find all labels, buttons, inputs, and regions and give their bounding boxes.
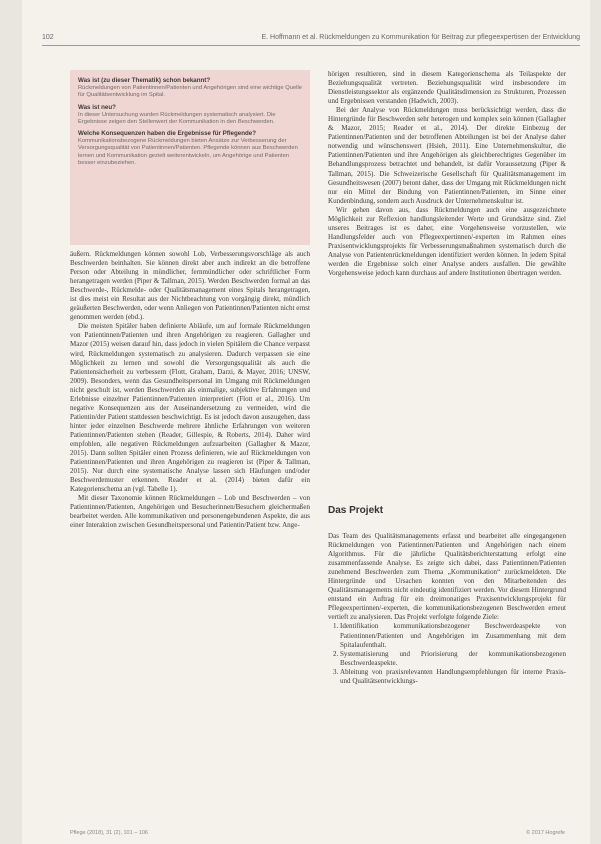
right-paragraph-2: Bei der Analyse von Rückmeldungen muss berücksichtigt werden, dass die Hintergründe für Beschwerden sehr heterogen und komplex sein können (Gallagher & Mazor, 2015; Reader et al., 2014). Der direkte Einbezug der Patientinnen/Patienten und der betroffenen Abteilungen ist bei der Analyse daher notwendig und wünschenswert (Hsieh, 2011). Eine Unternehmenskultur, die Patientinnen/Patienten und ihre Angehörigen als gleichberechtigtes Gegenüber im Behandlungsprozess betrachtet und behandelt, ist dafür Voraussetzung (Piper & Tallman, 2015). Die Schweizerische Gesellschaft für Qualitätsmanagement im Gesundheitswesen (2007) betont daher, dass der Umgang mit Rückmeldungen nicht nur ein Mittel der Bindung von Patientinnen/Patienten, im Sinne einer Kundenbindung, sondern auch Ausdruck der Unternehmenskultur ist. <box>328 106 566 205</box>
copyright-footer: © 2017 Hogrefe <box>526 830 565 836</box>
project-section <box>328 532 566 686</box>
section-heading: Das Projekt <box>328 505 384 516</box>
box-answer-1: Rückmeldungen von Patientinnen/Patienten und Angehörigen sind eine wichtige Quelle für Qualitätsentwicklung im Spital. <box>78 85 302 99</box>
box-question-1: Was ist (zu dieser Thematik) schon bekannt? <box>78 77 211 84</box>
goal-item: 1. Identifikation kommunikationsbezogener Beschwerdeaspekte von Patientinnen/Patienten und Angehörigen im Zusammenhang mit dem Spitalaufenthalt. <box>340 622 566 649</box>
left-column <box>70 250 310 530</box>
box-question-2: Was ist neu? <box>78 103 116 111</box>
running-title: E. Hoffmann et al. Rückmeldungen zu Kommunikation für Beitrag zur pflegeexpertisen der Entwicklung <box>261 34 580 41</box>
left-paragraph-2: Die meisten Spitäler haben definierte Abläufe, um auf formale Rückmeldungen von Patientinnen/Patienten und ihren Angehörigen zu reagieren. Gallagher und Mazor (2015) weisen darauf hin, dass jedoch in vielen Spitälern die Chance verpasst wird, Rückmeldungen systematisch zu analysieren. Dadurch verpassen sie eine Möglichkeit zu lernen und sowohl die Versorgungsqualität als auch die Patientensicherheit zu verbessern (Flott, Graham, Darzi, & Mayer, 2016; UNSW, 2009). Besonders, wenn das Gesundheitspersonal im Umgang mit Rückmeldungen nicht geschult ist, werden Beschwerden als einmalige, subjektive Erfahrungen und Erlebnisse einzelner Patientinnen/Patienten interpretiert (Flott et al., 2016). Um negative Konsequenzen aus der Auseinandersetzung zu vermeiden, wird die Patientin/der Patient stattdessen beschwichtigt. Es ist jedoch davon auszugehen, dass hinter jeder einzelnen Beschwerde mehrere ähnliche Erfahrungen von weiteren Patientinnen/Patienten stehen (Reader, Gillespie, & Roberts, 2014). Daher wird empfohlen, alle negativen Rückmeldungen aufzuarbeiten (Gallagher & Mazor, 2015). Dann sollten Spitäler einen Prozess definieren, wie auf Rückmeldungen von Patientinnen/Patienten und ihren Angehörigen zu reagieren ist (Piper & Tallman, 2015). Nur durch eine systematische Analyse lassen sich Häufungen und/oder Beschwerdemuster erkennen. Reader et al. (2014) bieten dafür ein Kategorienschema an (vgl. Tabelle 1). <box>70 322 310 494</box>
box-answer-2: In dieser Untersuchung wurden Rückmeldungen systematisch analysiert. Die Ergebnisse zeigen den Stellenwert der Kommunikation in den Beschwerden. <box>78 111 276 125</box>
goals-list <box>328 622 566 685</box>
right-column <box>328 70 566 278</box>
right-paragraph-3: Wir gehen davon aus, dass Rückmeldungen auch eine ausgezeichnete Möglichkeit zur Reflexion handlungsleitender Werte und Grundsätze sind. Ziel unseres Beitrages ist es daher, eine Vorgehensweise vorzustellen, wie Handlungsfelder auch von Pflegeexpertinnen/-experten im Rahmen eines Praxisentwicklungsprojekts für Verbesserungsmaßnahmen systematisch durch die Analyse von Patientenrückmeldungen identifiziert werden können. In jedem Spital werden die Ergebnisse solch einer Analyse anders ausfallen. Die gewählte Vorgehensweise jedoch kann durchaus auf andere Institutionen übertragen werden. <box>328 205 566 278</box>
left-paragraph-1: äußern. Rückmeldungen können sowohl Lob, Verbesserungsvorschläge als auch Beschwerden beinhalten. Sie können direkt aber auch indirekt an die betroffene Person oder Abteilung in mündlicher, fernmündlicher oder schriftlicher Form herangetragen werden (Piper & Tallman, 2015). Werden Beschwerden formal an das Beschwerde-, Rückmelde- oder Qualitätsmanagement eines Spitals herangetragen, ist dies meist ein Resultat aus der Nichtbeachtung von vorgängig direkt, mündlich geäußerten Beschwerden, oder wenn Anliegen von Patientinnen/Patienten nicht ernst genommen werden (ebd.). <box>70 250 310 322</box>
goal-item: 2. Systematisierung und Priorisierung der kommunikationsbezogenen Beschwerdeaspekte. <box>340 650 566 668</box>
page-number: 102 <box>42 34 54 41</box>
project-paragraph: Das Team des Qualitätsmanagements erfasst und bearbeitet alle eingegangenen Rückmeldungen von Patientinnen/Patienten und Angehörigen nach einem Algorithmus. Für die jährliche Qualitätsberichterstattung erfolgt eine zusammenfassende Analyse. Es zeigte sich dabei, dass Patientinnen/Patienten zunehmend Beschwerden zum Thema „Kommunikation“ zurückmeldeten. Die Hintergründe und Ursachen konnten von den Mitarbeitenden des Qualitätsmanagements nicht eindeutig identifiziert werden. Vor diesem Hintergrund entstand ein Auftrag für ein dreimonatiges Praxisentwicklungsprojekt für Pflegeexpertinnen/-experten, die kommunikationsbezogenen Beschwerden erneut vertieft zu analysieren. Das Projekt verfolgte folgende Ziele: <box>328 532 566 622</box>
box-answer-3: Kommunikationsbezogene Rückmeldungen bieten Ansätze zur Verbesserung der Versorgungsqualität von Patientinnen/Patienten. Pflegende können aus Beschwerden lernen und Kommunikation gezielt weiterentwickeln, um Angehörige und Patienten besser einzubeziehen. <box>78 138 298 167</box>
header-rule <box>42 45 580 46</box>
left-paragraph-3: Mit dieser Taxonomie können Rückmeldungen – Lob und Beschwerden – von Patientinnen/Patienten, Angehörigen und Besucherinnen/Besuchern gleichermaßen bearbeitet werden. Alle kommunikativen und personengebundenen Aspekte, die aus einer Interaktion zwischen Gesundheitspersonal und Patientin/Patient bzw. Ange- <box>70 494 310 530</box>
box-question-3: Welche Konsequenzen haben die Ergebnisse für Pflegende? <box>78 130 256 138</box>
citation-footer: Pflege (2018), 31 (2), 101 – 106 <box>70 830 148 836</box>
summary-box <box>70 70 310 245</box>
right-paragraph-1: hörigen resultieren, sind in diesem Kategorienschema als Teilaspekte der Beziehungsqualität vertreten. Beziehungsqualität wird insbesondere im Dienstleistungssektor als ergänzende Qualitätsdimension zu Strukturen, Prozessen und Ergebnissen verstanden (Hadwich, 2003). <box>328 70 566 106</box>
goal-item: 3. Ableitung von praxisrelevanten Handlungsempfehlungen für interne Praxis- und Qualitätsentwicklungs- <box>340 668 566 686</box>
running-header <box>22 32 590 46</box>
